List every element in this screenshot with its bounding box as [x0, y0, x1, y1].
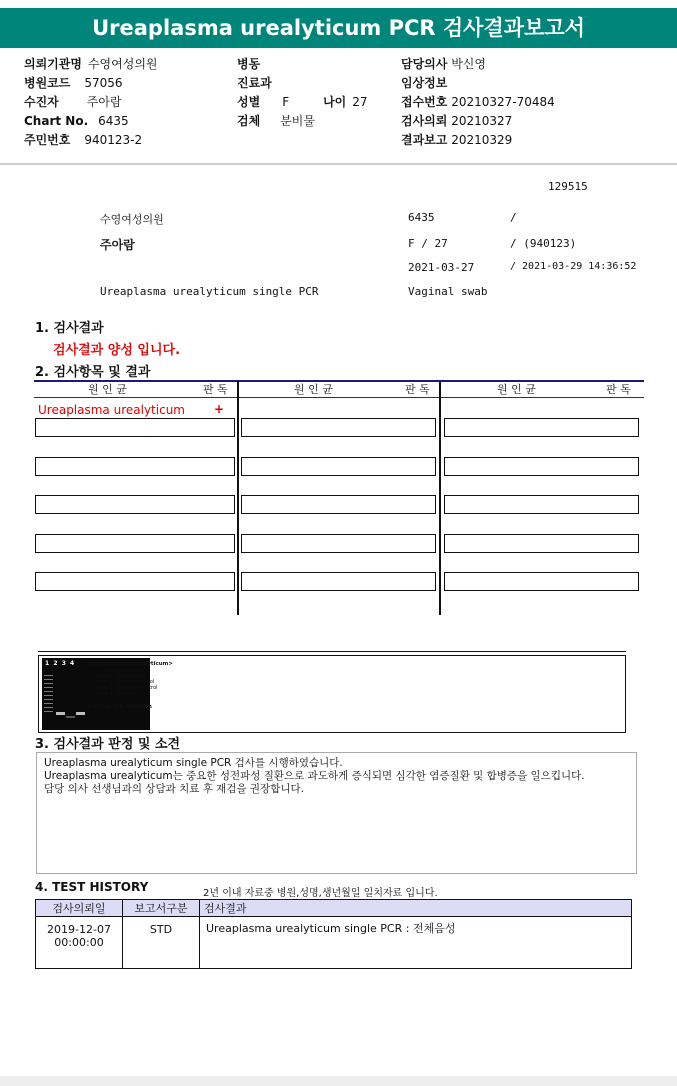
request-value: 20210327 — [451, 114, 513, 128]
hospital-code-value: 57056 — [84, 76, 123, 90]
resident-value: 940123-2 — [84, 133, 143, 147]
header-col-1 — [24, 55, 158, 150]
history-result: Ureaplasma urealyticum single PCR : 전체음성 — [200, 917, 632, 969]
gel-band-sample — [76, 712, 85, 715]
remark-line-1: Ureaplasma urealyticum single PCR 검사를 시행하였습니다. — [44, 757, 343, 769]
col-judgement-1: 판 독 — [203, 383, 228, 396]
result-cell — [35, 572, 235, 591]
gel-band-negative — [66, 716, 75, 718]
result-cell — [241, 495, 436, 514]
chart-value: 6435 — [98, 114, 129, 128]
gel-lane4: Lane 4. Sample — [96, 691, 135, 697]
organism-judgement: + — [214, 402, 225, 416]
doctor-value: 박신영 — [451, 57, 486, 71]
age-label: 나이 — [323, 95, 347, 109]
dept-label: 진료과 — [237, 76, 272, 90]
request-label: 검사의뢰 — [401, 114, 448, 128]
col-organism-2: 원 인 균 — [294, 383, 333, 396]
result-cell — [35, 418, 235, 437]
report-value: 20210329 — [451, 133, 513, 147]
col-judgement-3: 판 독 — [606, 383, 631, 396]
info-request-date: 2021-03-27 — [408, 261, 475, 274]
chart-label: Chart No. — [24, 114, 89, 128]
info-birth: / (940123) — [510, 237, 577, 250]
section3-title: 3. 검사결과 판정 및 소견 — [35, 737, 181, 752]
report-label: 결과보고 — [401, 133, 448, 147]
history-header: 검사결과 — [200, 900, 632, 917]
organism-name: Ureaplasma urealyticum — [38, 403, 185, 417]
info-specimen: Vaginal swab — [408, 285, 488, 298]
hospital-code-label: 병원코드 — [24, 76, 71, 90]
result-cell — [444, 495, 639, 514]
history-date: 2019-12-07 — [47, 923, 111, 936]
history-header: 보고서구분 — [123, 900, 200, 917]
gel-top-rule — [38, 651, 626, 652]
info-patient: 주아람 — [100, 238, 135, 252]
report-title: Ureaplasma urealyticum PCR 검사결과보고서 — [0, 8, 677, 48]
receipt-value: 20210327-70484 — [451, 95, 555, 109]
result-cell — [444, 418, 639, 437]
ward-label: 병동 — [237, 57, 261, 71]
history-header: 검사의뢰일 — [36, 900, 123, 917]
result-cell — [35, 457, 235, 476]
remark-line-2: Ureaplasma urealyticum는 중요한 성전파성 질환으로 과도하게 증식되면 심각한 염증질환 및 합병증을 일으킵니다. — [44, 770, 585, 782]
header-col-2 — [237, 55, 368, 131]
history-time: 00:00:00 — [54, 936, 104, 949]
header-col-3 — [401, 55, 555, 150]
section2-title: 2. 검사항목 및 결과 — [35, 365, 151, 380]
gel-ladder — [44, 672, 53, 712]
history-note: 2년 이내 자료중 병원,성명,생년월일 일치자료 입니다. — [203, 888, 438, 899]
age-value: 27 — [352, 95, 368, 109]
result-cell — [35, 534, 235, 553]
specimen-label: 검체 — [237, 114, 261, 128]
result-cell — [35, 495, 235, 514]
section4-title: 4. TEST HISTORY — [35, 880, 149, 894]
table-divider-1 — [237, 381, 239, 615]
section1-title: 1. 검사결과 — [35, 321, 104, 336]
result-cell — [444, 534, 639, 553]
gel-band-text: 228bp U.U. infection — [93, 704, 152, 710]
gel-lane-numbers: 1 2 3 4 — [45, 660, 75, 667]
gel-band-label: ← 228bp U.U. infection — [88, 704, 152, 710]
table-row — [36, 917, 632, 969]
positive-result: 검사결과 양성 입니다. — [53, 343, 181, 358]
history-type: STD — [123, 917, 200, 969]
table-divider-2 — [439, 381, 441, 615]
history-table — [35, 899, 632, 969]
sex-label: 성별 — [237, 95, 261, 109]
result-cell — [241, 457, 436, 476]
doctor-label: 담당의사 — [401, 57, 448, 71]
sex-value: F — [282, 95, 290, 109]
resident-label: 주민번호 — [24, 133, 71, 147]
gel-lane3: Lane 3. Negative control — [96, 685, 158, 691]
col-organism-3: 원 인 균 — [497, 383, 536, 396]
patient-value: 주아람 — [86, 95, 122, 109]
result-cell — [241, 418, 436, 437]
gel-lane1: Lane 1. Size marker — [96, 673, 146, 679]
table-header-rule — [34, 397, 644, 398]
info-chart: 6435 — [408, 211, 435, 224]
info-test-name: Ureaplasma urealyticum single PCR — [100, 285, 319, 298]
receipt-label: 접수번호 — [401, 95, 448, 109]
clinical-label: 임상정보 — [401, 76, 448, 90]
result-cell — [241, 572, 436, 591]
specimen-value: 분비물 — [280, 114, 315, 128]
col-organism-1: 원 인 균 — [88, 383, 127, 396]
info-sex-age: F / 27 — [408, 237, 448, 250]
info-institution: 수영여성의원 — [100, 213, 164, 226]
result-cell — [444, 457, 639, 476]
col-judgement-2: 판 독 — [405, 383, 430, 396]
info-slash: / — [510, 211, 517, 224]
result-cell — [241, 534, 436, 553]
info-report-datetime: / 2021-03-29 14:36:52 — [510, 261, 637, 272]
institution-value: 수영여성의원 — [87, 57, 158, 71]
info-code: 129515 — [548, 180, 588, 193]
header-divider — [0, 163, 677, 165]
remarks-box — [36, 752, 637, 874]
gel-title: <Ureaplasma urealyticum> — [88, 661, 173, 667]
gel-lane2: Lane 2. Positive control — [96, 679, 155, 685]
history-date-cell — [36, 917, 123, 969]
gel-band-positive — [56, 712, 65, 715]
institution-label: 의뢰기관명 — [24, 57, 82, 71]
bottom-strip — [0, 1076, 677, 1086]
patient-label: 수진자 — [24, 95, 59, 109]
result-cell — [444, 572, 639, 591]
remark-line-3: 담당 의사 선생님과의 상담과 치료 후 재검을 권장합니다. — [44, 783, 304, 795]
